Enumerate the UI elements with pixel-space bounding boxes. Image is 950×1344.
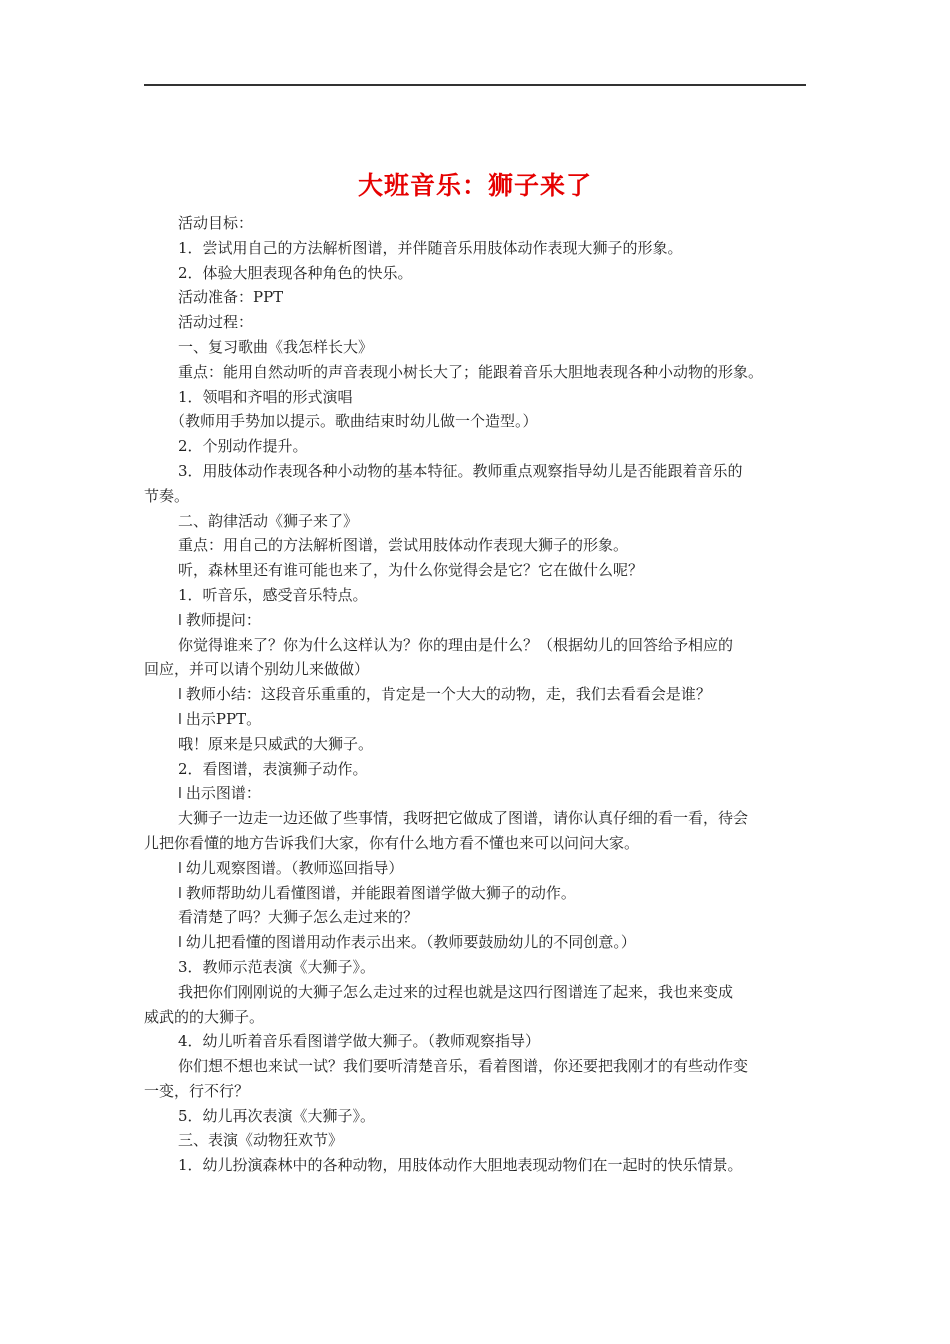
line-text: 重点：用自己的方法解析图谱，尝试用肢体动作表现大狮子的形象。 — [178, 536, 629, 555]
body-line — [144, 285, 814, 310]
list-bullet: l — [178, 885, 182, 902]
line-text: 三、表演《动物狂欢节》 — [178, 1131, 344, 1150]
line-text: 教师帮助幼儿看懂图谱，并能跟着图谱学做大狮子的动作。 — [185, 883, 576, 902]
line-text: 3．用肢体动作表现各种小动物的基本特征。教师重点观察指导幼儿是否能跟着音乐的 — [178, 461, 743, 480]
body-line — [144, 484, 814, 509]
body-line — [144, 533, 814, 558]
body-line — [144, 310, 814, 335]
body-line — [144, 1128, 814, 1153]
body-line — [144, 707, 814, 732]
line-text: 哦！原来是只威武的大狮子。 — [178, 734, 374, 753]
body-line — [144, 1079, 814, 1104]
line-text: 2．个别动作提升。 — [178, 437, 308, 456]
body-line — [144, 385, 814, 410]
line-text: 看清楚了吗？大狮子怎么走过来的？ — [178, 908, 419, 927]
line-text: （教师用手势加以提示。歌曲结束时幼儿做一个造型。） — [170, 412, 538, 431]
body-line — [144, 583, 814, 608]
body-line — [144, 1029, 814, 1054]
line-text: 大狮子一边走一边还做了些事情，我呀把它做成了图谱，请你认真仔细的看一看，待会 — [178, 809, 749, 828]
line-text: 1．尝试用自己的方法解析图谱，并伴随音乐用肢体动作表现大狮子的形象。 — [178, 238, 683, 257]
body-line — [144, 781, 814, 806]
line-text: 活动目标： — [178, 214, 254, 232]
body-line — [144, 509, 814, 534]
line-text: 听，森林里还有谁可能也来了，为什么你觉得会是它？它在做什么呢？ — [178, 561, 644, 580]
body-line — [144, 856, 814, 881]
line-text: 儿把你看懂的地方告诉我们大家，你有什么地方看不懂也来可以问问大家。 — [144, 833, 640, 852]
body-line — [144, 1104, 814, 1129]
line-text: 威武的的大狮子。 — [144, 1007, 265, 1026]
line-text: 4．幼儿听着音乐看图谱学做大狮子。（教师观察指导） — [178, 1032, 541, 1051]
body-line — [144, 211, 814, 236]
line-text: 一变，行不行？ — [144, 1081, 250, 1100]
body-line — [144, 881, 814, 906]
line-text: 幼儿把看懂的图谱用动作表示出来。（教师要鼓励幼儿的不同创意。） — [185, 933, 636, 952]
line-text: 出示PPT。 — [185, 709, 262, 728]
line-text: 你觉得谁来了？你为什么这样认为？你的理由是什么？（根据幼儿的回答给予相应的 — [178, 635, 734, 654]
body-line — [144, 682, 814, 707]
line-text: 5．幼儿再次表演《大狮子》。 — [178, 1106, 376, 1125]
body-line — [144, 236, 814, 261]
line-text: 一、复习歌曲《我怎样长大》 — [178, 337, 374, 356]
list-bullet: l — [178, 711, 182, 728]
line-text: 1．幼儿扮演森林中的各种动物，用肢体动作大胆地表现动物们在一起时的快乐情景。 — [178, 1156, 743, 1175]
document-title: 大班音乐：狮子来了 — [357, 171, 592, 200]
list-bullet: l — [178, 612, 182, 629]
line-text: 2．体验大胆表现各种角色的快乐。 — [178, 263, 413, 282]
line-text: 3．教师示范表演《大狮子》。 — [178, 957, 376, 976]
body-line — [144, 831, 814, 856]
line-text: 节奏。 — [144, 486, 190, 505]
body-line — [144, 633, 814, 658]
header-rule — [144, 84, 806, 86]
body-line — [144, 1153, 814, 1178]
body-line — [144, 657, 814, 682]
list-bullet: l — [178, 687, 182, 704]
line-text: 教师提问： — [185, 610, 261, 629]
body-line — [144, 806, 814, 831]
body-line — [144, 732, 814, 757]
line-text: 活动准备：PPT — [178, 288, 284, 307]
line-text: 二、韵律活动《狮子来了》 — [178, 511, 359, 530]
line-text: 你们想不想也来试一试？我们要听清楚音乐，看着图谱，你还要把我刚才的有些动作变 — [178, 1057, 749, 1076]
list-bullet: l — [178, 935, 182, 952]
line-text: 1．听音乐，感受音乐特点。 — [178, 585, 368, 604]
body-line — [144, 608, 814, 633]
body-line — [144, 1005, 814, 1030]
list-bullet: l — [178, 860, 182, 877]
body-line — [144, 409, 814, 434]
line-text: 重点：能用自然动听的声音表现小树长大了；能跟着音乐大胆地表现各种小动物的形象。 — [178, 362, 764, 381]
body-line — [144, 434, 814, 459]
document-body — [144, 211, 814, 1178]
body-line — [144, 955, 814, 980]
body-line — [144, 980, 814, 1005]
line-text: 我把你们刚刚说的大狮子怎么走过来的过程也就是这四行图谱连了起来，我也来变成 — [178, 982, 734, 1001]
body-line — [144, 930, 814, 955]
list-bullet: l — [178, 786, 182, 803]
line-text: 1．领唱和齐唱的形式演唱 — [178, 387, 353, 406]
line-text: 幼儿观察图谱。（教师巡回指导） — [185, 858, 404, 877]
body-line — [144, 459, 814, 484]
body-line — [144, 905, 814, 930]
line-text: 教师小结：这段音乐重重的，肯定是一个大大的动物，走，我们去看看会是谁？ — [185, 685, 711, 704]
body-line — [144, 558, 814, 583]
body-line — [144, 360, 814, 385]
line-text: 2．看图谱，表演狮子动作。 — [178, 759, 368, 778]
body-line — [144, 335, 814, 360]
line-text: 出示图谱： — [185, 784, 261, 803]
body-line — [144, 1054, 814, 1079]
body-line — [144, 757, 814, 782]
line-text: 活动过程： — [178, 313, 254, 332]
body-line — [144, 261, 814, 286]
line-text: 回应，并可以请个别幼儿来做做） — [144, 660, 370, 679]
